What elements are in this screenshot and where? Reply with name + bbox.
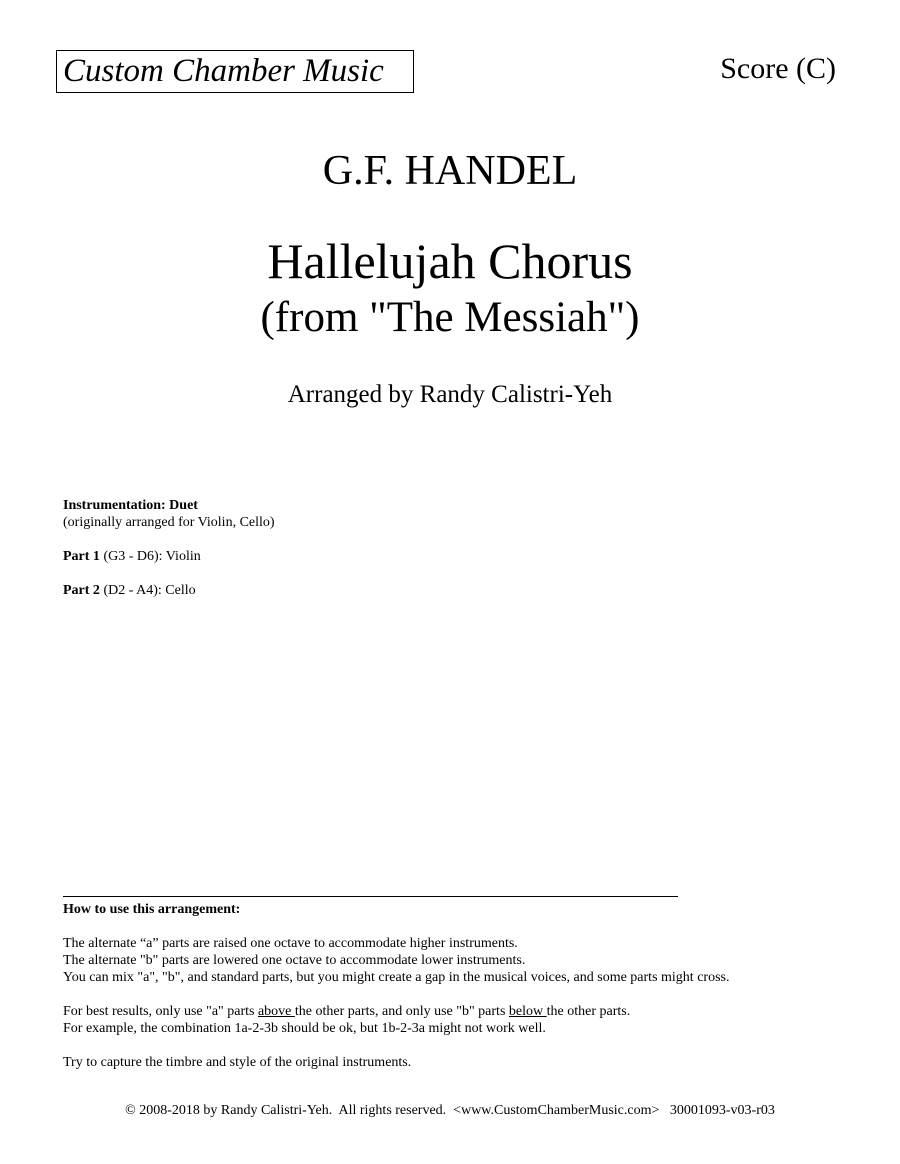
text-span: the other parts, and only use "b" parts [294,1004,509,1019]
publisher-name: Custom Chamber Music [63,53,384,89]
score-label: Score (C) [720,52,836,85]
howto-line: For example, the combination 1a-2-3b should be ok, but 1b-2-3a might not work well. [63,1021,546,1036]
text-span: For best results, only use "a" parts [63,1004,258,1019]
howto-line [63,1003,729,1020]
section-divider [63,896,678,897]
part-detail: (D2 - A4): Cello [99,583,196,598]
part-name: Part 2 [63,583,100,598]
part-detail: (G3 - D6): Violin [99,549,201,564]
instrumentation-section [63,497,275,599]
piece-subtitle: (from "The Messiah") [260,294,640,341]
publisher-logo-box [56,50,414,93]
copyright-footer: © 2008-2018 by Randy Calistri-Yeh. All rights reserved. <www.CustomChamberMusic.com> 30001093-v03-r03 [125,1103,775,1118]
underlined-below: below [508,1004,547,1019]
instrumentation-note: (originally arranged for Violin, Cello) [63,515,275,530]
howto-section [63,901,729,1071]
composer-name: G.F. HANDEL [322,148,578,194]
part-1-line [63,548,275,565]
underlined-above: above [257,1004,295,1019]
text-span: the other parts. [546,1004,631,1019]
howto-line: Try to capture the timbre and style of the original instruments. [63,1055,412,1070]
part-2-line [63,582,275,599]
piece-title: Hallelujah Chorus [267,233,633,289]
instrumentation-heading: Instrumentation: Duet [63,498,198,513]
arranger-credit: Arranged by Randy Calistri-Yeh [287,381,613,408]
howto-line: You can mix "a", "b", and standard parts, but you might create a gap in the musical voices, and some parts might cross. [63,970,730,985]
part-name: Part 1 [63,549,100,564]
howto-line: The alternate “a” parts are raised one octave to accommodate higher instruments. [63,936,518,951]
howto-line: The alternate "b" parts are lowered one octave to accommodate lower instruments. [63,953,526,968]
howto-heading: How to use this arrangement: [63,902,241,917]
